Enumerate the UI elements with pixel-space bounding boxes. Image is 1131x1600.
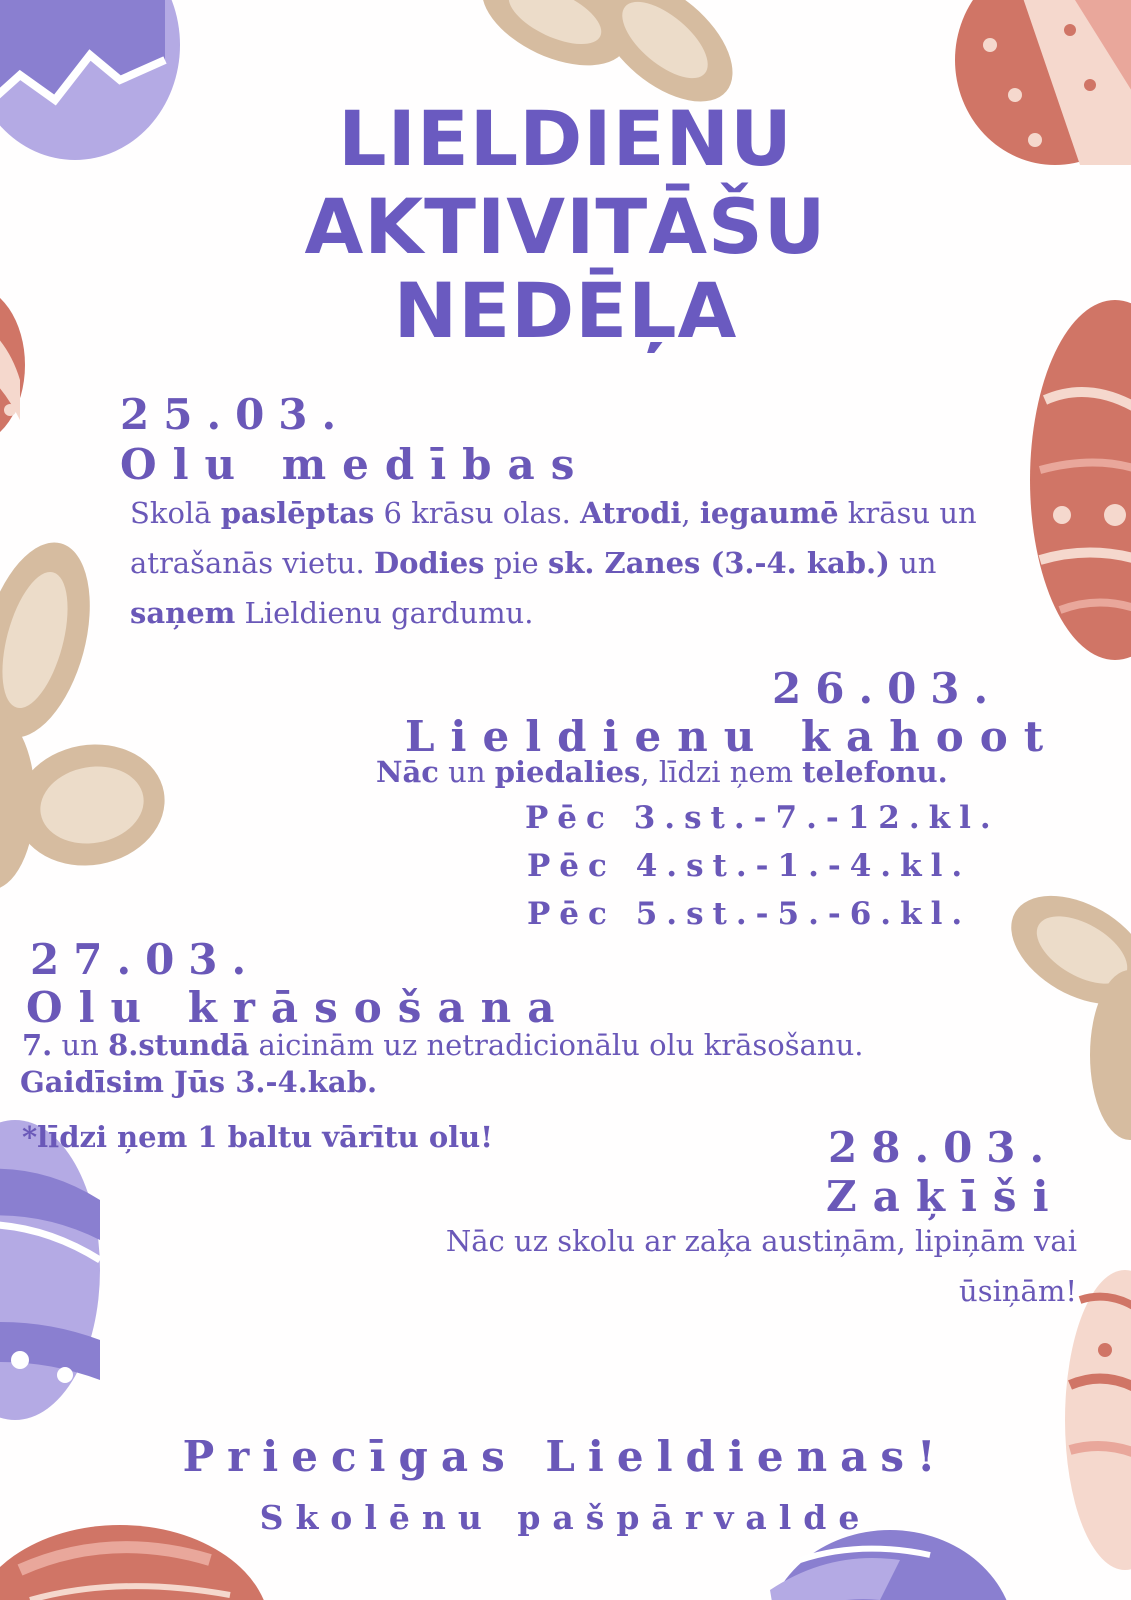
day2-event-title: Lieldienu kahoot — [405, 712, 1060, 761]
purple-egg-bottom-left — [0, 1120, 100, 1420]
text-run: un — [52, 1028, 109, 1062]
title-line-3: NEDĒĻA — [393, 266, 738, 355]
purple-egg-bottom — [765, 1530, 1015, 1600]
bunny-ears-right — [993, 874, 1131, 1140]
day3-location: Gaidīsim Jūs 3.-4.kab. — [20, 1065, 378, 1099]
day2-schedule-2: Pēc 4.st.-1.-4.kl. — [527, 848, 972, 884]
day3-description — [22, 1025, 864, 1065]
emphasis-text: Atrodi — [580, 496, 682, 530]
text-run: krāsu un atrašanās vietu. — [130, 496, 977, 580]
emphasis-text: 7. — [22, 1028, 53, 1062]
text-run: , — [681, 496, 700, 530]
day2-description — [376, 750, 948, 794]
emphasis-text: telefonu. — [802, 755, 948, 789]
text-run: 6 krāsu olas. — [374, 496, 581, 530]
day2-date: 26.03. — [772, 664, 1003, 713]
day4-date: 28.03. — [828, 1123, 1059, 1172]
title-line-2: AKTIVITĀŠU — [304, 182, 827, 271]
text-run: pie — [484, 546, 548, 580]
emphasis-text: 8.stundā — [108, 1028, 250, 1062]
red-egg-right — [1030, 300, 1131, 660]
day3-note: *līdzi ņem 1 baltu vārītu olu! — [22, 1120, 493, 1154]
emphasis-text: paslēptas — [220, 496, 375, 530]
text-run: un — [889, 546, 937, 580]
day2-schedule-3: Pēc 5.st.-5.-6.kl. — [527, 896, 972, 932]
emphasis-text: Nāc — [376, 755, 439, 789]
emphasis-text: Dodies — [373, 546, 485, 580]
signature: Skolēnu pašpārvalde — [259, 1498, 872, 1537]
day2-schedule-1: Pēc 3.st.-7.-12.kl. — [525, 800, 1000, 836]
text-run: un — [438, 755, 495, 789]
title-line-1: LIELDIENU — [338, 94, 793, 183]
text-run: , līdzi ņem — [640, 755, 803, 789]
emphasis-text: iegaumē — [699, 496, 839, 530]
text-run: aicinām uz netradicionālu olu krāsošanu. — [249, 1028, 864, 1062]
day3-event-title: Olu krāsošana — [26, 983, 571, 1032]
text-run: Lieldienu gardumu. — [235, 596, 534, 630]
day3-date: 27.03. — [30, 935, 261, 984]
day1-description — [130, 488, 1040, 638]
day4-event-title: Zaķīši — [826, 1172, 1065, 1221]
closing-greeting: Priecīgas Lieldienas! — [182, 1432, 949, 1481]
day1-event-title: Olu medības — [120, 440, 591, 489]
day1-date: 25.03. — [120, 390, 351, 439]
day4-description: Nāc uz skolu ar zaķa austiņām, lipiņām vai ūsiņām! — [445, 1224, 1077, 1308]
emphasis-text: sk. Zanes (3.-4. kab.) — [547, 546, 890, 580]
emphasis-text: piedalies — [494, 755, 641, 789]
emphasis-text: saņem — [130, 596, 236, 630]
text-run: Skolā — [130, 496, 221, 530]
